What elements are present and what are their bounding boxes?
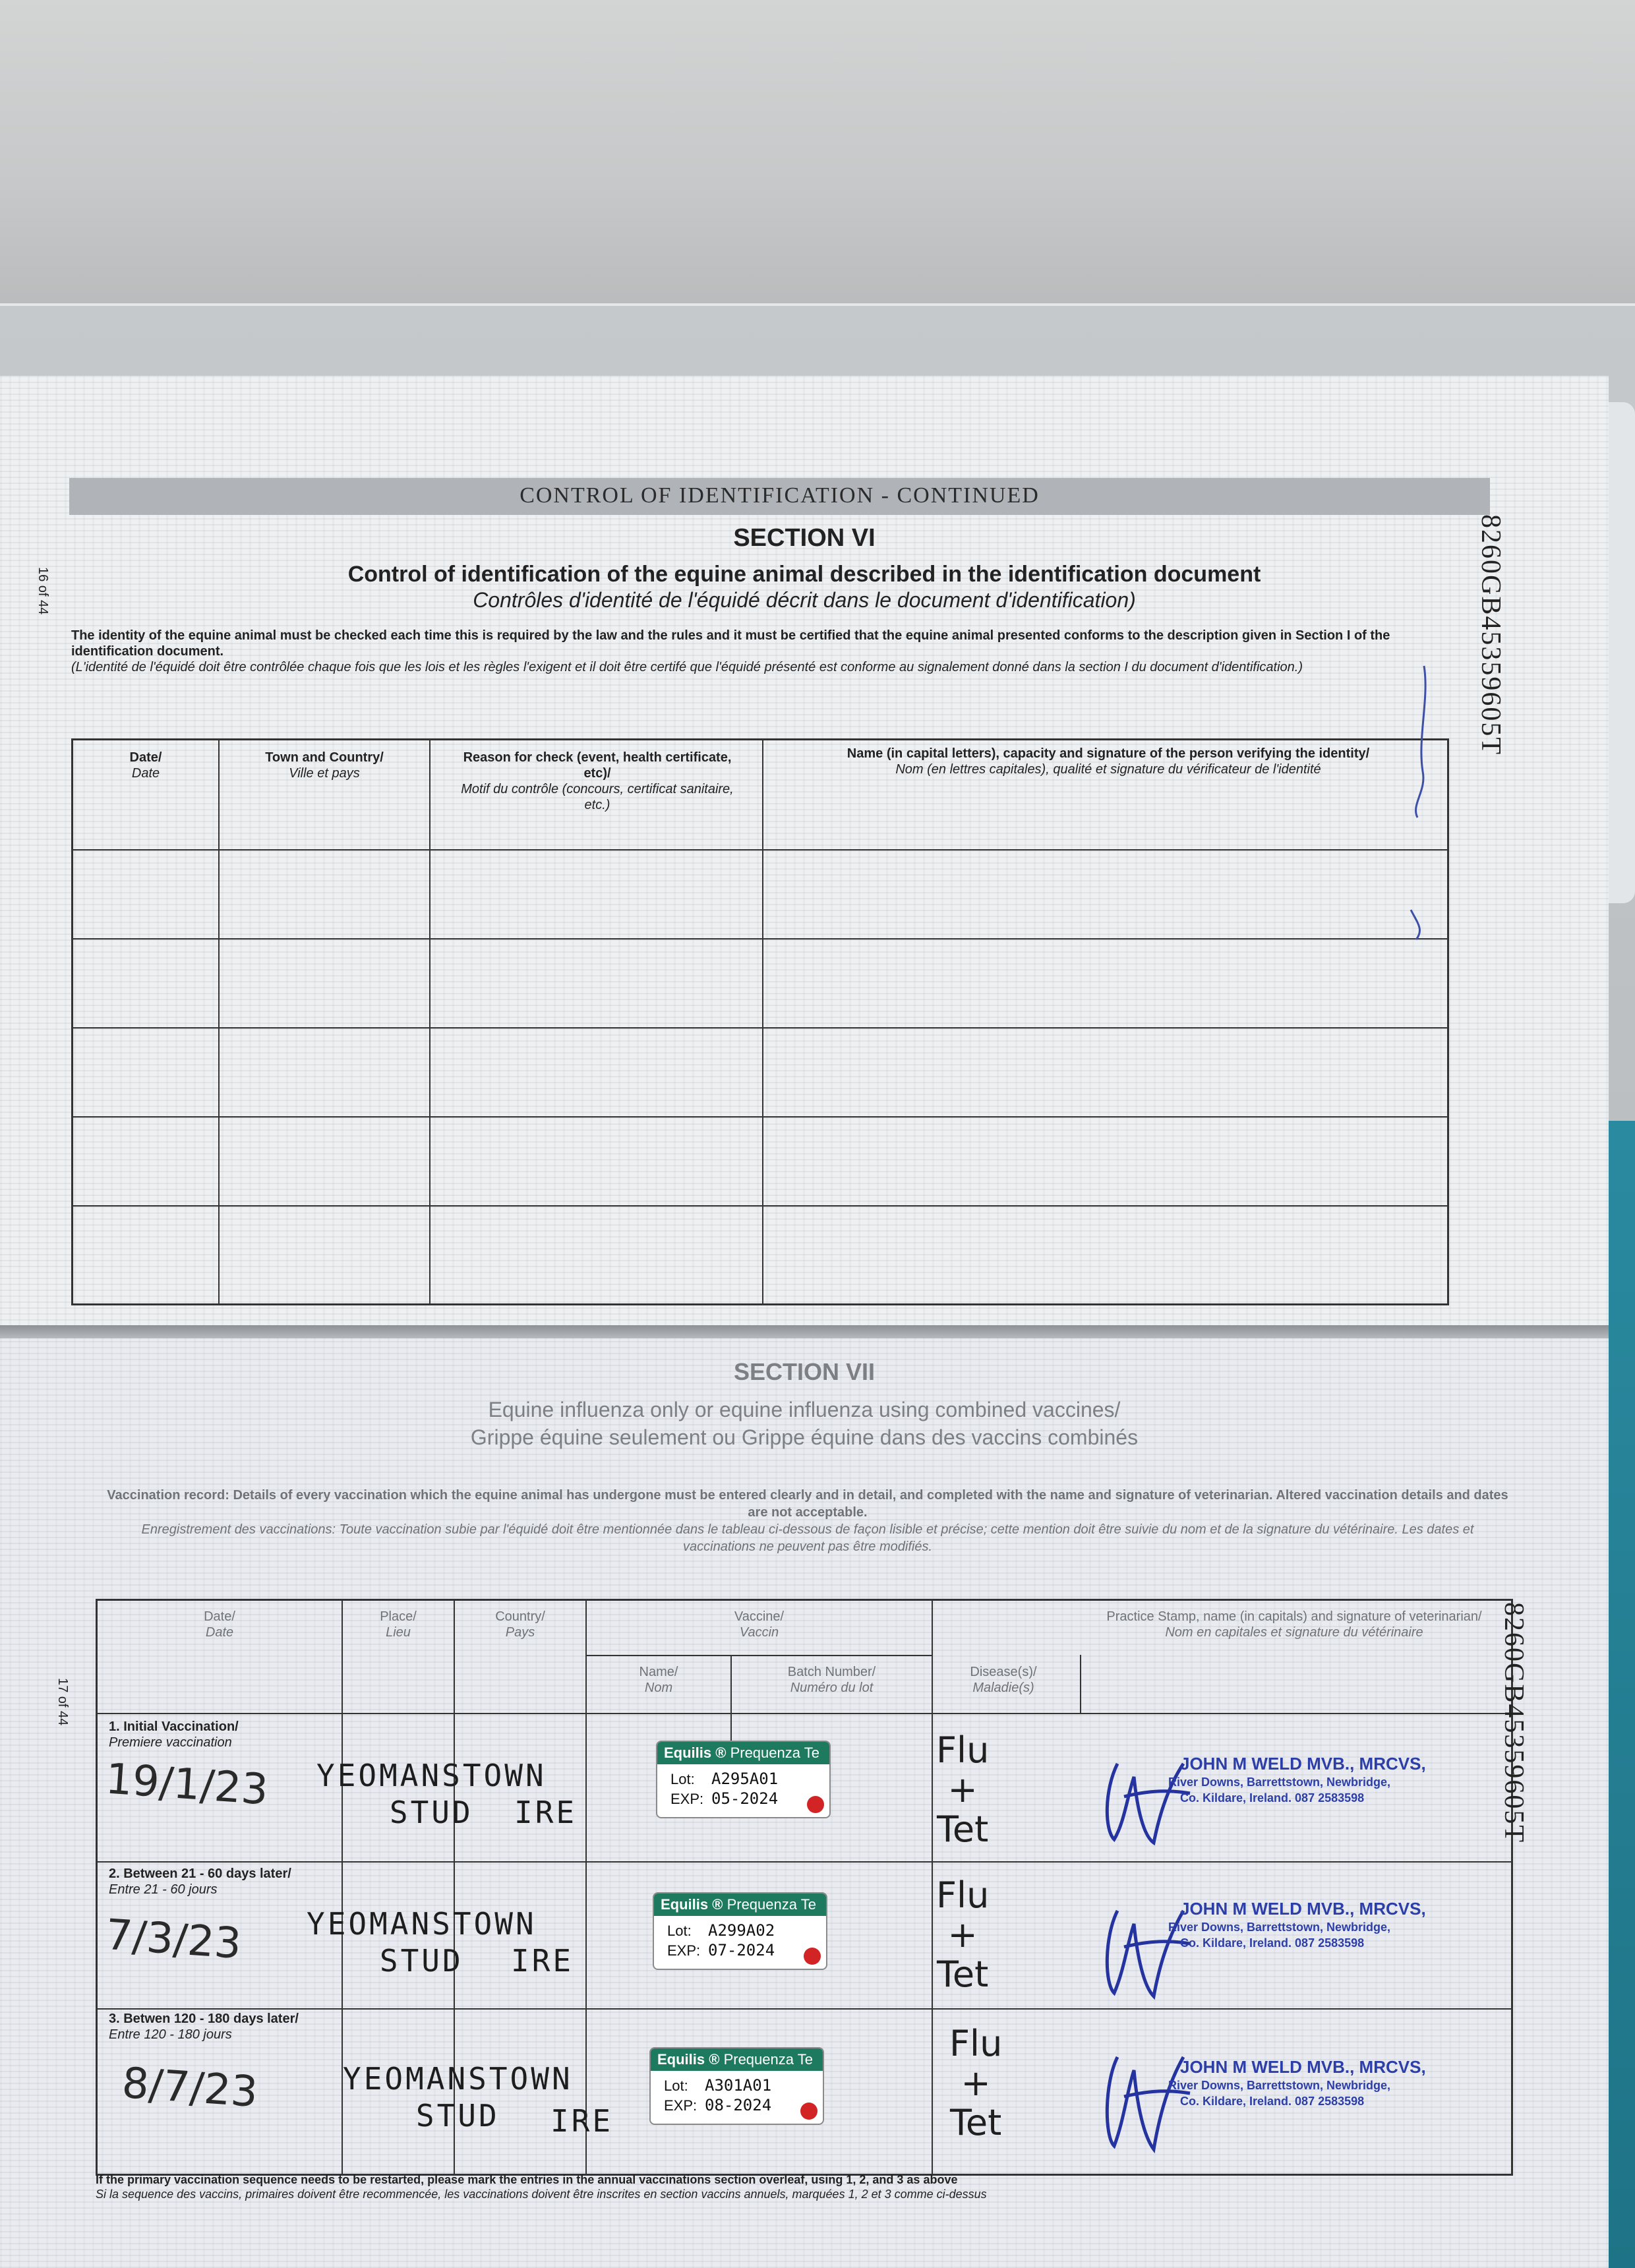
header-disease-en: Disease(s)/: [970, 1665, 1037, 1679]
row-label-fr: Entre 21 - 60 jours: [109, 1882, 218, 1897]
col-divider: [762, 740, 763, 1303]
vet-address-2: Co. Kildare, Ireland. 087 2583598: [1180, 2095, 1365, 2108]
vet-address-2: Co. Kildare, Ireland. 087 2583598: [1180, 1936, 1365, 1950]
exp-date: 08-2024: [705, 2096, 772, 2114]
vet-name: JOHN M WELD MVB., MRCVS,: [1180, 1899, 1426, 1919]
vaccine-product: Prequenza Te: [730, 1745, 819, 1761]
header-name-fr: Nom: [644, 1681, 673, 1695]
row-label-fr: Premiere vaccination: [109, 1735, 232, 1750]
header-name-en: Name/: [639, 1665, 678, 1679]
header-date-en: Date/: [129, 750, 162, 765]
exp-label: EXP:: [670, 1791, 704, 1807]
vaccination-date: 7/3/23: [104, 1910, 243, 1969]
header-stamp: [1080, 1609, 1508, 1640]
header-batch: [732, 1664, 932, 1696]
sticker-brand: Equilis ® Prequenza Te: [654, 1894, 826, 1916]
page-number: 17 of 44: [55, 1678, 70, 1726]
document-id: 8260GB45359605T: [1475, 514, 1506, 756]
header-vaccine: [587, 1609, 932, 1640]
vaccine-sticker: [656, 1741, 831, 1818]
row-label-en: 1. Initial Vaccination/: [109, 1719, 239, 1734]
page-number: 16 of 44: [36, 567, 50, 615]
vet-stamp: [1168, 2057, 1497, 2109]
exp-label: EXP:: [664, 2097, 698, 2114]
banner-text: CONTROL OF IDENTIFICATION - CONTINUED: [520, 483, 1040, 508]
header-country-en: Country/: [495, 1609, 545, 1624]
vaccine-sticker: [653, 1892, 827, 1970]
cover-edge: [1609, 1121, 1635, 2268]
vaccine-brand: Equilis: [661, 1896, 709, 1913]
header-reason: [449, 750, 746, 813]
header-country-fr: Pays: [505, 1625, 535, 1640]
lot-label: Lot:: [664, 2077, 688, 2094]
sticker-lot: [664, 2076, 771, 2095]
header-vaccine-fr: Vaccin: [739, 1625, 779, 1640]
header-stamp-en: Practice Stamp, name (in capitals) and signature of veterinarian/: [1106, 1609, 1482, 1624]
vaccination-place: YEOMANSTOWN STUD: [343, 2061, 573, 2134]
col-divider: [429, 740, 431, 1303]
vaccine-brand: Equilis: [657, 2051, 705, 2068]
row-divider: [98, 1713, 1511, 1714]
header-vaccine-en: Vaccine/: [734, 1609, 785, 1624]
header-disease-fr: Maladie(s): [972, 1681, 1034, 1695]
header-verifier-fr: Nom (en lettres capitales), qualité et signature du vérificateur de l'identité: [895, 762, 1321, 777]
intro-text: [71, 628, 1469, 675]
page-17: [0, 1338, 1609, 2268]
lot-label: Lot:: [670, 1771, 695, 1787]
row-divider: [73, 1027, 1447, 1029]
row-label: [109, 1719, 346, 1750]
footnote-en: If the primary vaccination sequence needs to be restarted, please mark the entries in the annual vaccinations section overleaf, using 1, 2, and 3 as above: [96, 2173, 958, 2186]
header-place-en: Place/: [380, 1609, 417, 1624]
exp-date: 05-2024: [711, 1789, 779, 1808]
row-divider: [98, 2008, 1511, 2010]
footnote-fr: Si la sequence des vaccins, primaires doivent être recommencée, les vaccinations doivent être inscrites en section vaccins annuels, marquées 1, 2 et 3 comme ci-dessus: [96, 2188, 987, 2201]
row-divider: [73, 1205, 1447, 1207]
header-verifier-en: Name (in capital letters), capacity and signature of the person verifying the identity/: [847, 746, 1370, 761]
identity-check-table: [71, 738, 1449, 1305]
header-town-fr: Ville et pays: [289, 766, 360, 781]
vet-address: River Downs, Barrettstown, Newbridge,: [1168, 1776, 1391, 1789]
section-title-fr: Grippe équine seulement ou Grippe équine dans des vaccins combinés: [470, 1425, 1139, 1449]
sticker-lot: [670, 1770, 778, 1788]
vet-address: River Downs, Barrettstown, Newbridge,: [1168, 2079, 1391, 2092]
header-date-fr: Date: [205, 1625, 234, 1640]
vet-address-2: Co. Kildare, Ireland. 087 2583598: [1180, 1791, 1365, 1805]
intro-fr: (L'identité de l'équidé doit être contrôlée chaque fois que les lois et les règles l'exigent et il doit être certifé que l'équidé présenté est conforme au signalement donné dans la section I du document d'identification.): [71, 660, 1303, 674]
intro-en: Vaccination record: Details of every vaccination which the equine animal has undergone must be entered clearly and in detail, and completed with the name and signature of veterinarian. Altered vaccination details and dates are not acceptable.: [107, 1488, 1508, 1520]
header-reason-fr: Motif du contrôle (concours, certificat sanitaire, etc.): [461, 782, 734, 812]
header-date-en: Date/: [204, 1609, 235, 1624]
disease-entry: Flu + Tet: [936, 1874, 990, 1995]
header-country: [455, 1609, 585, 1640]
vet-stamp: [1168, 1754, 1497, 1806]
sticker-red-mark: [804, 1948, 821, 1965]
header-date-fr: Date: [131, 766, 160, 781]
sticker-red-mark: [807, 1796, 824, 1813]
row-divider: [73, 938, 1447, 940]
sticker-lot: [667, 1921, 775, 1940]
header-place-fr: Lieu: [386, 1625, 411, 1640]
row-divider: [98, 1861, 1511, 1863]
disease-entry: Flu + Tet: [949, 2023, 1003, 2143]
header-town: [220, 750, 429, 781]
header-place: [343, 1609, 454, 1640]
intro-en: The identity of the equine animal must be checked each time this is required by the law and the rules and it must be certified that the equine animal presented conforms to the description given in Section I of the identification document.: [71, 628, 1390, 659]
intro-text: [105, 1487, 1510, 1555]
scanner-background: [0, 0, 1635, 310]
vaccination-place: YEOMANSTOWN STUD: [316, 1758, 547, 1830]
lot-number: A295A01: [711, 1770, 779, 1788]
page-16: [0, 376, 1609, 1338]
vaccination-country: IRE: [550, 2103, 614, 2139]
vaccine-product: Prequenza Te: [723, 2051, 813, 2068]
section-banner: [69, 478, 1490, 515]
vet-name: JOHN M WELD MVB., MRCVS,: [1180, 1754, 1426, 1774]
vaccine-product: Prequenza Te: [727, 1896, 816, 1913]
header-date: [98, 1609, 342, 1640]
intro-fr: Enregistrement des vaccinations: Toute vaccination subie par l'équidé doit être mentionnée dans le tableau ci-dessous de façon lisible et précise; cette mention doit être suivie du nom et de la signature du vétérinaire. Les dates et vaccinations ne peuvent pas être modifiés.: [141, 1522, 1474, 1554]
header-date: [73, 750, 218, 781]
lot-label: Lot:: [667, 1923, 692, 1939]
row-label: [109, 2011, 346, 2043]
header-reason-en: Reason for check (event, health certificate, etc)/: [463, 750, 732, 781]
vet-name: JOHN M WELD MVB., MRCVS,: [1180, 2057, 1426, 2077]
lot-number: A299A02: [708, 1921, 775, 1940]
sticker-brand: Equilis ® Prequenza Te: [651, 2048, 823, 2071]
vaccination-date: 19/1/23: [104, 1754, 270, 1815]
header-disease: [932, 1664, 1075, 1696]
exp-date: 07-2024: [708, 1941, 775, 1959]
row-divider: [585, 1655, 932, 1656]
vaccination-place: YEOMANSTOWN STUD: [307, 1906, 537, 1979]
document-id: 8260GB45359605T: [1499, 1602, 1529, 1843]
header-batch-fr: Numéro du lot: [790, 1681, 874, 1695]
row-label: [109, 1866, 346, 1897]
vaccine-sticker: [649, 2047, 824, 2125]
sticker-exp: [670, 1789, 778, 1808]
row-divider: [73, 1116, 1447, 1118]
section-heading: SECTION VI: [733, 524, 876, 552]
sticker-brand: Equilis ® Prequenza Te: [657, 1742, 829, 1764]
header-vaccine-name: [587, 1664, 730, 1696]
header-town-en: Town and Country/: [265, 750, 384, 765]
vet-stamp: [1168, 1899, 1497, 1951]
pen-mark: [1398, 659, 1444, 943]
header-batch-en: Batch Number/: [787, 1665, 876, 1679]
section-heading: SECTION VII: [733, 1358, 876, 1385]
col-divider: [218, 740, 220, 1303]
sticker-exp: [667, 1941, 775, 1959]
exp-label: EXP:: [667, 1942, 701, 1959]
disease-entry: Flu + Tet: [936, 1729, 990, 1850]
row-label-en: 2. Between 21 - 60 days later/: [109, 1866, 291, 1881]
section-title: Control of identification of the equine animal described in the identification document: [347, 562, 1261, 587]
sticker-red-mark: [800, 2103, 818, 2120]
vaccination-country: IRE: [511, 1943, 574, 1979]
header-stamp-fr: Nom en capitales et signature du vétérinaire: [1165, 1625, 1423, 1640]
sticker-exp: [664, 2096, 771, 2114]
lot-number: A301A01: [705, 2076, 772, 2095]
row-divider: [73, 849, 1447, 850]
row-label-en: 3. Betwen 120 - 180 days later/: [109, 2012, 299, 2026]
vet-address: River Downs, Barrettstown, Newbridge,: [1168, 1921, 1391, 1934]
header-verifier: [765, 746, 1451, 777]
vaccination-country: IRE: [514, 1795, 578, 1830]
section-title: Equine influenza only or equine influenza using combined vaccines/: [488, 1398, 1121, 1421]
row-label-fr: Entre 120 - 180 jours: [109, 2027, 232, 2042]
section-title-fr: Contrôles d'identité de l'équidé décrit dans le document d'identification): [473, 588, 1136, 612]
vaccination-date: 8/7/23: [120, 2058, 260, 2118]
col-divider: [1080, 1655, 1081, 1713]
vaccine-brand: Equilis: [664, 1745, 712, 1761]
footnote: [96, 2172, 1513, 2201]
